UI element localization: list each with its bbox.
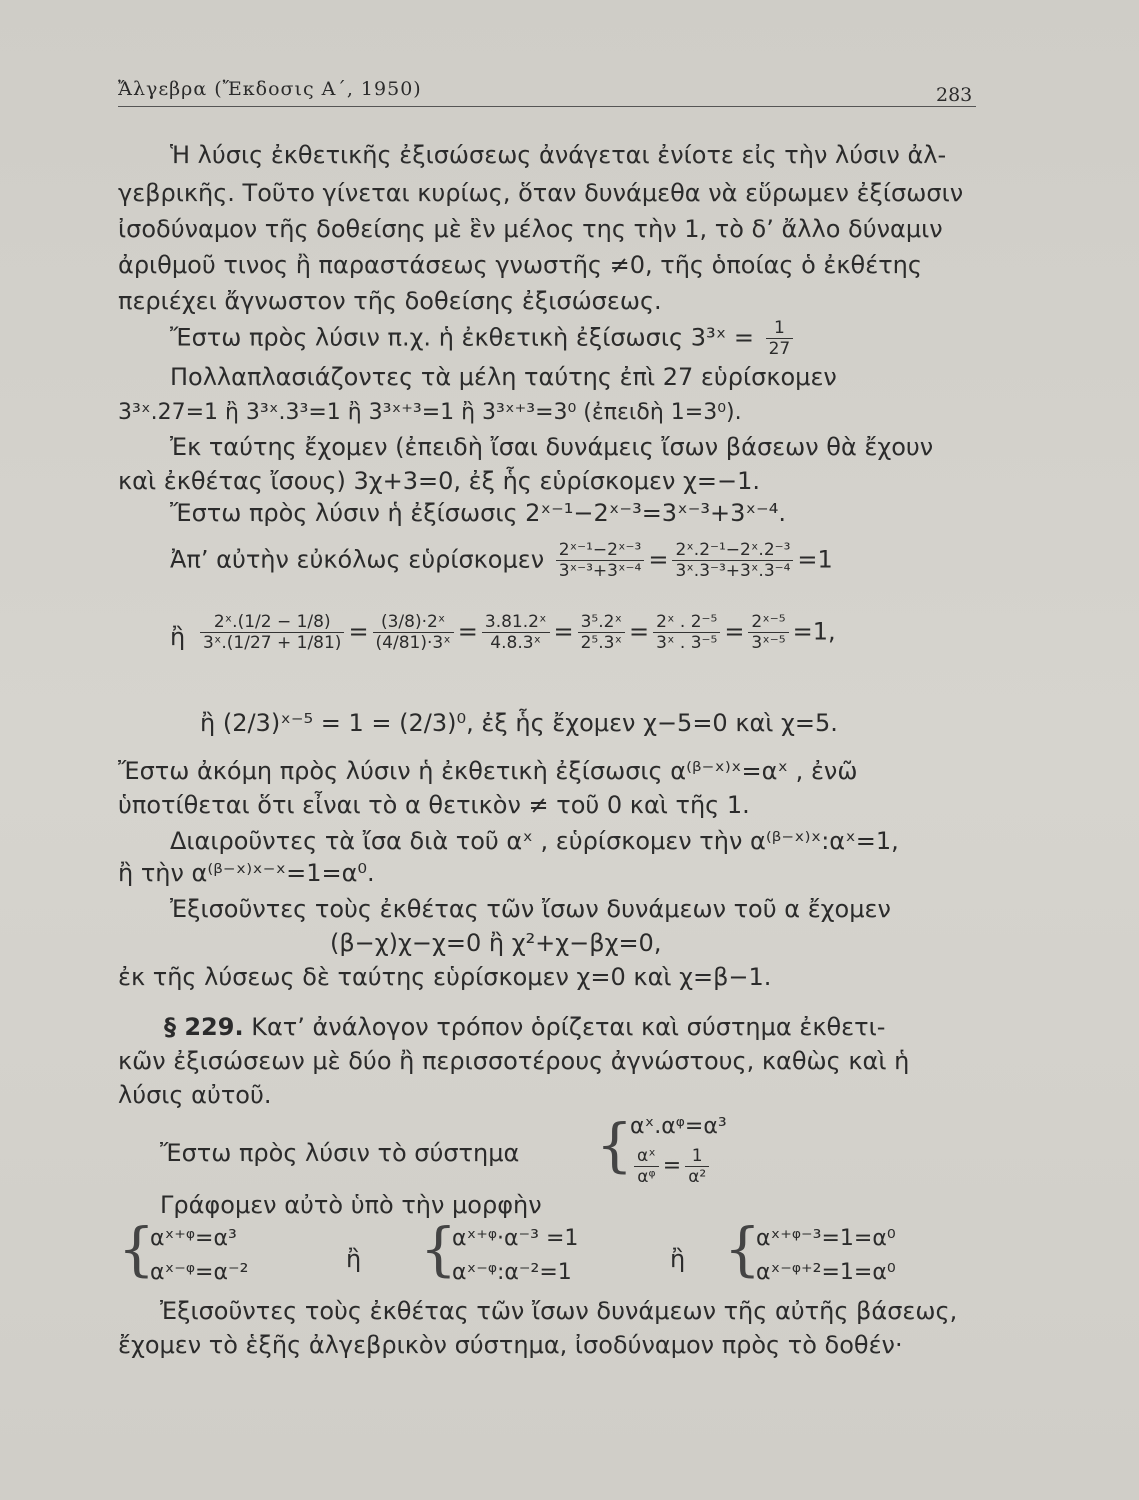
system-brace: { — [596, 1111, 633, 1179]
example2-lead-row: Ἀπ’ αὐτὴν εὐκόλως εὑρίσκομεν $\frac{\text{2ˣ⁻¹−2ˣ⁻³}}{\text{3ˣ⁻³+3ˣ⁻⁴}}$ = $\frac{\text{2ˣ.2⁻¹−2ˣ.2⁻³}}{\text{3ˣ.3⁻³+3ˣ.3⁻⁴}}$ =1 — [170, 540, 833, 581]
intro-line-1: Ἡ λύσις ἐκθετικῆς ἐξισώσεως ἀνάγεται ἐνίοτε εἰς τὴν λύσιν ἀλ- — [170, 141, 947, 169]
section-229-line-3: λύσις αὐτοῦ. — [118, 1081, 272, 1109]
example2-conclusion: ἢ (2/3)ˣ⁻⁵ = 1 = (2/3)⁰, ἐξ ἧς ἔχομεν χ−5=0 καὶ χ=5. — [200, 709, 838, 737]
example1-reason-2: καὶ ἐκθέτας ἴσους) 3χ+3=0, ἐξ ἧς εὑρίσκομεν χ=−1. — [118, 467, 761, 495]
fraction-numerator: 2ˣ⁻¹−2ˣ⁻³ — [556, 540, 645, 561]
system-form-2-brace: { — [420, 1215, 457, 1283]
page-number: 283 — [936, 84, 973, 106]
example1-statement — [170, 318, 797, 359]
fraction-numerator: αˣ — [634, 1146, 659, 1167]
fraction-numerator: 2ˣ.(1/2 − 1/8) — [200, 612, 344, 633]
derivation-end: =1, — [792, 617, 836, 646]
system-eq-1: αˣ.αᵠ=α³ — [630, 1114, 727, 1139]
system-form-1-eq-a: αˣ⁺ᵠ=α³ — [150, 1226, 237, 1251]
fraction-numerator: 3⁵.2ˣ — [578, 612, 625, 633]
fraction-numerator: 2ˣ . 2⁻⁵ — [653, 612, 720, 633]
header-rule — [118, 106, 976, 107]
example1-multiply: Πολλαπλασιάζοντες τὰ μέλη ταύτης ἐπὶ 27 εὑρίσκομεν — [170, 363, 837, 391]
example2-lead: Ἀπ’ αὐτὴν εὐκόλως εὑρίσκομεν — [170, 545, 545, 574]
fraction-numerator: 2ˣ.2⁻¹−2ˣ.2⁻³ — [672, 540, 793, 561]
derivation-fraction-6 — [748, 612, 788, 653]
system-lead: Ἔστω πρὸς λύσιν τὸ σύστημα — [160, 1139, 520, 1167]
system-eq-2-left — [634, 1146, 659, 1187]
example3-line-5: Ἐξισοῦντες τοὺς ἐκθέτας τῶν ἴσων δυνάμεων τοῦ α ἔχομεν — [170, 895, 891, 923]
derivation-fraction-2 — [373, 612, 454, 653]
example2-equals-one: =1 — [797, 545, 833, 574]
example1-statement-text: Ἔστω πρὸς λύσιν π.χ. ἡ ἐκθετικὴ ἐξίσωσις 3³ˣ = — [170, 323, 754, 352]
system-or-2: ἢ — [670, 1245, 686, 1273]
example3-line-1: Ἔστω ἀκόμη πρὸς λύσιν ἡ ἐκθετικὴ ἐξίσωσις α⁽ᵝ⁻ˣ⁾ˣ=αˣ , ἐνῶ — [118, 757, 858, 785]
example3-line-6: (β−χ)χ−χ=0 ἢ χ²+χ−βχ=0, — [330, 929, 662, 957]
fraction-denominator: 27 — [768, 339, 791, 359]
derivation-fraction-1 — [200, 612, 344, 653]
fraction-numerator: (3/8)·2ˣ — [373, 612, 454, 633]
fraction-denominator: 3ˣ.3⁻³+3ˣ.3⁻⁴ — [675, 561, 791, 581]
intro-line-2: γεβρικῆς. Τοῦτο γίνεται κυρίως, ὅταν δυνάμεθα νὰ εὕρωμεν ἐξίσωσιν — [118, 179, 964, 207]
fraction-denominator: 3ˣ⁻³+3ˣ⁻⁴ — [558, 561, 642, 581]
example1-chain: 3³ˣ.27=1 ἢ 3³ˣ.3³=1 ἢ 3³ˣ⁺³=1 ἢ 3³ˣ⁺³=3⁰ (ἐπειδὴ 1=3⁰). — [118, 400, 742, 425]
derivation-fraction-4 — [578, 612, 625, 653]
system-form-2-eq-b: αˣ⁻ᵠ:α⁻²=1 — [452, 1260, 572, 1285]
fraction-denominator: 3ˣ . 3⁻⁵ — [656, 633, 718, 653]
intro-line-5: περιέχει ἄγνωστον τῆς δοθείσης ἐξισώσεως. — [118, 287, 662, 315]
example1-rhs-fraction — [766, 318, 794, 359]
fraction-numerator: 1 — [766, 318, 794, 339]
fraction-denominator: 3ˣ⁻⁵ — [751, 633, 786, 653]
example2-fraction-1 — [556, 540, 645, 581]
closing-line-1: Ἐξισοῦντες τοὺς ἐκθέτας τῶν ἴσων δυνάμεων τῆς αὐτῆς βάσεως, — [160, 1297, 958, 1325]
fraction-denominator: 3ˣ.(1/27 + 1/81) — [203, 633, 342, 653]
fraction-denominator: (4/81)·3ˣ — [375, 633, 451, 653]
system-form-1-eq-b: αˣ⁻ᵠ=α⁻² — [150, 1260, 249, 1285]
system-form-3-eq-b: αˣ⁻ᵠ⁺²=1=α⁰ — [756, 1260, 896, 1285]
section-229-text-1: Κατ’ ἀνάλογον τρόπον ὁρίζεται καὶ σύστημα ἐκθετι- — [251, 1013, 886, 1041]
fraction-numerator: 3.81.2ˣ — [482, 612, 550, 633]
fraction-denominator: 2⁵.3ˣ — [580, 633, 623, 653]
fraction-numerator: 2ˣ⁻⁵ — [748, 612, 788, 633]
example2-statement: Ἔστω πρὸς λύσιν ἡ ἐξίσωσις 2ˣ⁻¹−2ˣ⁻³=3ˣ⁻³+3ˣ⁻⁴. — [170, 499, 786, 527]
example3-line-4: ἢ τὴν α⁽ᵝ⁻ˣ⁾ˣ⁻ˣ=1=α⁰. — [118, 859, 375, 887]
fraction-numerator: 1 — [685, 1146, 709, 1167]
example3-line-3: Διαιροῦντες τὰ ἴσα διὰ τοῦ αˣ , εὑρίσκομεν τὴν α⁽ᵝ⁻ˣ⁾ˣ:αˣ=1, — [170, 827, 899, 855]
system-form-3-brace: { — [724, 1215, 761, 1283]
example2-derivation-row: $\frac{\text{2ˣ.(1/2 − 1/8)}}{\text{3ˣ.(1/27 + 1/81)}}$ = $\frac{\text{(3/8)·2ˣ}}{\text{(4/81)·3ˣ}}$ = $\frac{\text{3.81.2ˣ}}{\text{4.8.3ˣ}}$ = $\frac{\text{3⁵.2ˣ}}{\text{2⁵.3ˣ}}$ = $\frac{\text{2ˣ . 2⁻⁵}}{\text{3ˣ . 3⁻⁵}}$ = $\frac{\text{2ˣ⁻⁵}}{\text{3ˣ⁻⁵}}$ =1, — [196, 612, 836, 653]
system-form-1-brace: { — [118, 1215, 155, 1283]
system-form-2-eq-a: αˣ⁺ᵠ·α⁻³ =1 — [452, 1226, 579, 1251]
section-229-line-1 — [164, 1012, 885, 1042]
closing-line-2: ἔχομεν τὸ ἑξῆς ἀλγεβρικὸν σύστημα, ἰσοδύναμον πρὸς τὸ δοθέν· — [118, 1331, 903, 1359]
section-229-line-2: κῶν ἐξισώσεων μὲ δύο ἢ περισσοτέρους ἀγνώστους, καθὼς καὶ ἡ — [118, 1047, 910, 1075]
derivation-fraction-5 — [653, 612, 720, 653]
example1-reason-1: Ἐκ ταύτης ἔχομεν (ἐπειδὴ ἴσαι δυνάμεις ἴσων βάσεων θὰ ἔχουν — [170, 433, 934, 461]
derivation-fraction-3 — [482, 612, 550, 653]
fraction-denominator: αᵠ — [637, 1167, 656, 1187]
section-number: § 229. — [164, 1013, 244, 1041]
system-eq-2: $\frac{\text{αˣ}}{\text{αᵠ}}$ = $\frac{1}{\text{α²}}$ — [630, 1146, 713, 1187]
system-or-1: ἢ — [346, 1245, 362, 1273]
fraction-denominator: 4.8.3ˣ — [490, 633, 542, 653]
example3-line-2: ὑποτίθεται ὅτι εἶναι τὸ α θετικὸν ≠ τοῦ 0 καὶ τῆς 1. — [118, 791, 750, 819]
system-eq-2-right — [685, 1146, 709, 1187]
example2-or: ἢ — [170, 623, 186, 651]
system-form-3-eq-a: αˣ⁺ᵠ⁻³=1=α⁰ — [756, 1226, 896, 1251]
running-header-title: Ἄλγεβρα (Ἔκδοσις Α΄, 1950) — [118, 78, 422, 100]
example2-fraction-2 — [672, 540, 793, 581]
intro-line-4: ἀριθμοῦ τινος ἢ παραστάσεως γνωστῆς ≠0, τῆς ὁποίας ὁ ἐκθέτης — [118, 251, 922, 279]
intro-line-3: ἰσοδύναμον τῆς δοθείσης μὲ ἓν μέλος της τὴν 1, τὸ δ’ ἄλλο δύναμιν — [118, 215, 943, 243]
system-form-lead: Γράφομεν αὐτὸ ὑπὸ τὴν μορφὴν — [160, 1191, 542, 1219]
example3-line-7: ἐκ τῆς λύσεως δὲ ταύτης εὑρίσκομεν χ=0 καὶ χ=β−1. — [118, 963, 772, 991]
fraction-denominator: α² — [688, 1167, 707, 1187]
